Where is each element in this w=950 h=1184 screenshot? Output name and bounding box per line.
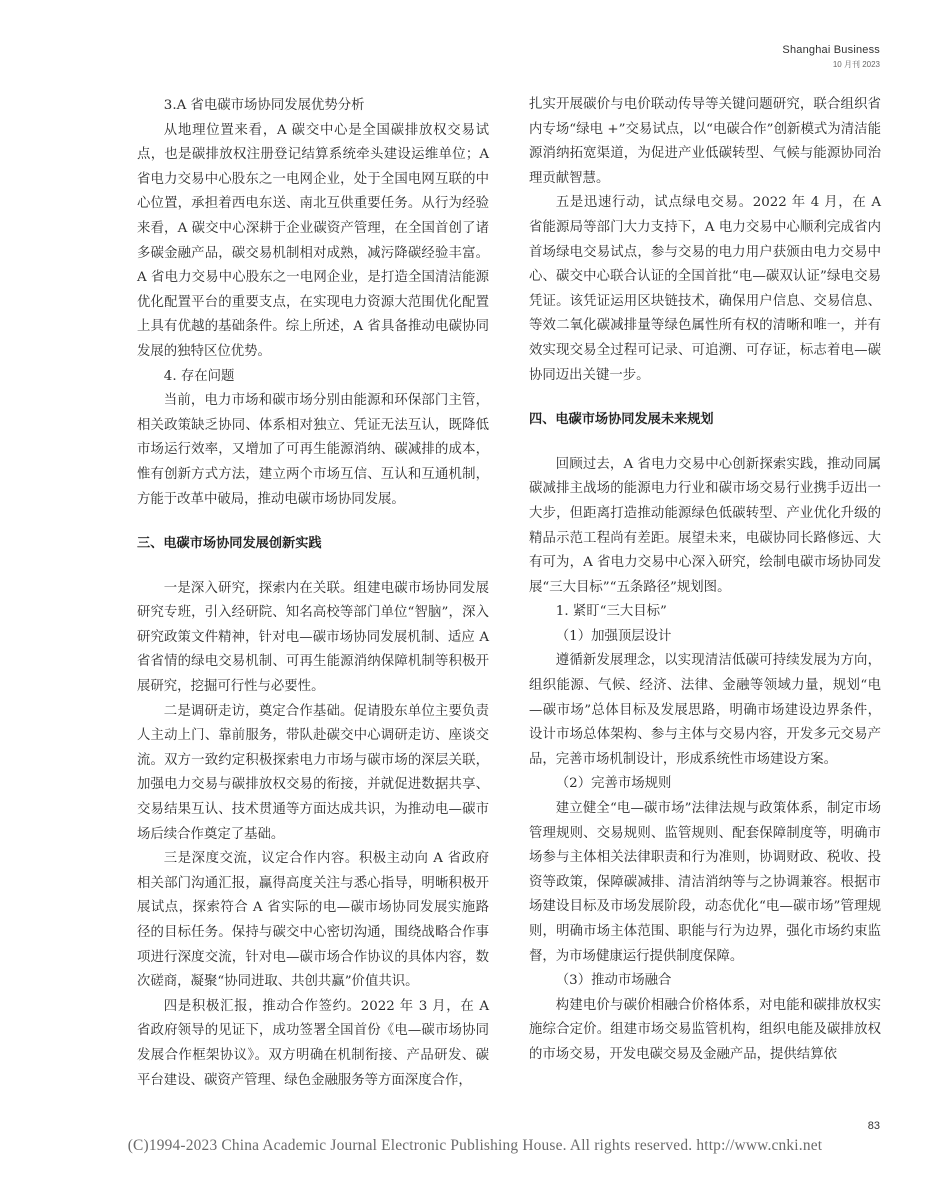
paragraph: 建立健全“电—碳市场”法律法规与政策体系，制定市场管理规则、交易规则、监管规则、配套保障制度等，明确市场参与主体相关法律职责和行为准则，协调财政、税收、投资等政策，保障碳减排、清洁消纳等与之协调兼容。根据市场建设目标及市场发展阶段，动态优化“电—碳市场”管理规则，明确市场主体范围、职能与行为边界，强化市场约束监督，为市场健康运行提供制度保障。 (529, 801, 881, 964)
paragraph: 从地理位置来看，A 碳交中心是全国碳排放权交易试点，也是碳排放权注册登记结算系统牵头建设运维单位；A 省电力交易中心股东之一电网企业，处于全国电网互联的中心位置，承担着西电东送、南北互供重要任务。从行为经验来看，A 碳交中心深耕于企业碳资产管理，在全国首创了诸多碳金融产品，碳交易机制相对成熟，减污降碳经验丰富。A 省电力交易中心股东之一电网企业，是打造全国清洁能源优化配置平台的重要支点，在实现电力资源大范围优化配置上具有优越的基础条件。综上所述，A 省具备推动电碳协同发展的独特区位优势。 (137, 122, 489, 359)
running-header (782, 44, 880, 70)
page-number: 83 (867, 1120, 880, 1132)
paragraph: 回顾过去，A 省电力交易中心创新探索实践，推动同属碳减排主战场的能源电力行业和碳市场交易行业携手迈出一大步，但距离打造推动能源绿色低碳转型、产业优化升级的精品示范工程尚有差距。展望未来，电碳协同长路修远、大有可为，A 省电力交易中心深入研究，绘制电碳市场协同发展“三大目标”“五条路径”规划图。 (529, 456, 881, 595)
subsection-heading: 4. 存在问题 (163, 368, 235, 384)
subsection-heading: （1）加强顶层设计 (555, 628, 672, 644)
section-heading: 四、电碳市场协同发展未来规划 (529, 412, 714, 428)
left-column (137, 94, 489, 1093)
right-column (529, 93, 881, 1068)
section-heading: 三、电碳市场协同发展创新实践 (137, 536, 322, 552)
paragraph: 三是深度交流，议定合作内容。积极主动向 A 省政府相关部门沟通汇报，赢得高度关注与悉心指导，明晰积极开展试点，探索符合 A 省实际的电—碳市场协同发展实施路径的目标任务。保持与碳交中心密切沟通，围绕战略合作事项进行深度交流，针对电—碳市场合作协议的具体内容，数次磋商，凝聚“协同进取、共创共赢”价值共识。 (137, 851, 489, 990)
paragraph: 构建电价与碳价相融合价格体系，对电能和碳排放权实施综合定价。组建市场交易监管机构，组织电能及碳排放权的市场交易，开发电碳交易及金融产品，提供结算依 (529, 997, 881, 1062)
paragraph: 遵循新发展理念，以实现清洁低碳可持续发展为方向，组织能源、气候、经济、法律、金融等领域力量，规划“电—碳市场”总体目标及发展思路，明确市场建设边界条件，设计市场总体架构、参与主体与交易内容，开发多元交易产品，完善市场机制设计，形成系统性市场建设方案。 (529, 653, 881, 767)
paragraph: 一是深入研究，探索内在关联。组建电碳市场协同发展研究专班，引入经研院、知名高校等部门单位“智脑”，深入研究政策文件精神，针对电—碳市场协同发展机制、适应 A 省省情的绿电交易机制、可再生能源消纳保障机制等积极开展研究，挖掘可行性与必要性。 (137, 580, 489, 695)
journal-name: Shanghai Business (782, 44, 880, 56)
paragraph: 二是调研走访，奠定合作基础。促请股东单位主要负责人主动上门、靠前服务，带队赴碳交中心调研走访、座谈交流。双方一致约定积极探索电力市场与碳市场的深层关联，加强电力交易与碳排放权交易的衔接，并就促进数据共享、交易结果互认、技术贯通等方面达成共识，为推动电—碳市场后续合作奠定了基础。 (137, 703, 489, 842)
paragraph: 扎实开展碳价与电价联动传导等关键问题研究，联合组织省内专场“绿电 +”交易试点，以“电碳合作”创新模式为清洁能源消纳拓宽渠道，为促进产业低碳转型、气候与能源协同治理贡献智慧。 (529, 97, 881, 186)
paragraph: 五是迅速行动，试点绿电交易。2022 年 4 月，在 A 省能源局等部门大力支持下，A 电力交易中心顺利完成省内首场绿电交易试点，参与交易的电力用户获颁由电力交易中心、碳交中心联合认证的全国首批“电—碳双认证”绿电交易凭证。该凭证运用区块链技术，确保用户信息、交易信息、等效二氧化碳减排量等绿色属性所有权的清晰和唯一，并有效实现交易全过程可记录、可追溯、可存证，标志着电—碳协同迈出关键一步。 (529, 195, 881, 383)
subsection-heading: （3）推动市场融合 (555, 973, 672, 989)
paragraph: 当前，电力市场和碳市场分别由能源和环保部门主管，相关政策缺乏协同、体系相对独立、凭证无法互认，既降低市场运行效率，又增加了可再生能源消纳、碳减排的成本，惟有创新方式方法，建立两个市场互信、互认和互通机制，方能于改革中破局，推动电碳市场协同发展。 (137, 393, 489, 507)
paragraph: 四是积极汇报，推动合作签约。2022 年 3 月，在 A 省政府领导的见证下，成功签署全国首份《电—碳市场协同发展合作框架协议》。双方明确在机制衔接、产品研发、碳平台建设、碳资产管理、绿色金融服务等方面深度合作， (137, 998, 489, 1088)
subsection-heading: 3.A 省电碳市场协同发展优势分析 (163, 98, 365, 113)
subsection-heading: （2）完善市场规则 (555, 776, 672, 792)
issue-label: 10 月刊 2023 (832, 60, 880, 69)
subsection-heading: 1. 紧盯“三大目标” (555, 604, 667, 620)
copyright-footer: (C)1994-2023 China Academic Journal Electronic Publishing House. All rights reserved. http://www.cnki.net (127, 1137, 823, 1154)
